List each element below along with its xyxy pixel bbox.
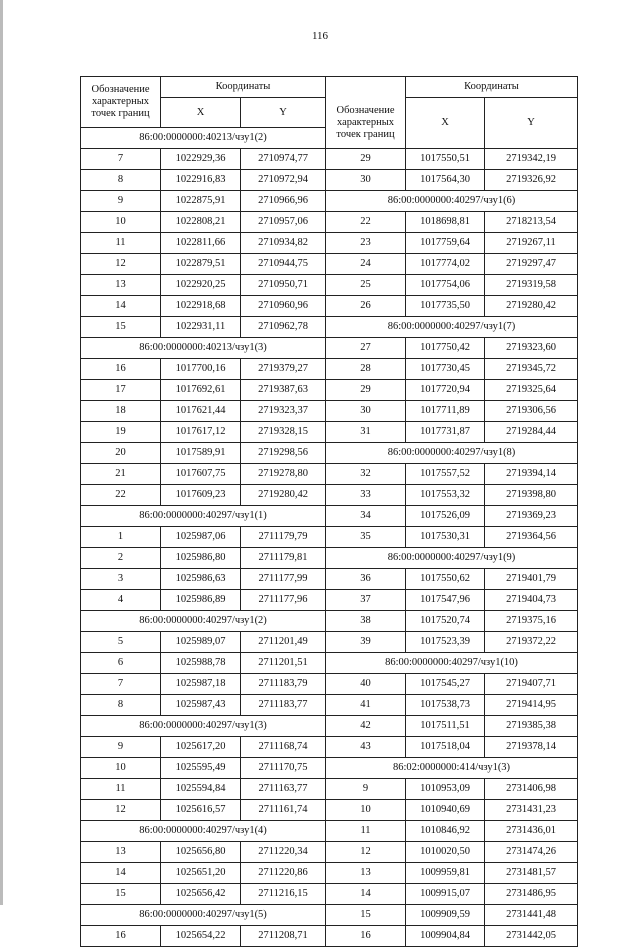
table-row	[81, 569, 578, 590]
left-section-title: 86:00:0000000:40297/чзу1(2)	[81, 611, 326, 632]
left-x-value: 1025651,20	[161, 863, 241, 884]
right-y-value: 2731441,48	[485, 905, 578, 926]
table-row	[81, 737, 578, 758]
left-x-value: 1017609,23	[161, 485, 241, 506]
right-point-number: 35	[326, 527, 406, 548]
left-point-number: 17	[81, 380, 161, 401]
left-point-number: 21	[81, 464, 161, 485]
left-point-number: 11	[81, 233, 161, 254]
left-y-value: 2711177,96	[241, 590, 326, 611]
left-point-number: 7	[81, 149, 161, 170]
right-point-number: 30	[326, 401, 406, 422]
right-y-value: 2719342,19	[485, 149, 578, 170]
right-point-number: 30	[326, 170, 406, 191]
right-x-value: 1010020,50	[406, 842, 485, 863]
right-y-value: 2719401,79	[485, 569, 578, 590]
right-point-number: 13	[326, 863, 406, 884]
table-row	[81, 527, 578, 548]
left-x-value: 1025988,78	[161, 653, 241, 674]
left-point-number: 16	[81, 926, 161, 947]
page-number: 116	[311, 30, 329, 42]
left-x-value: 1025989,07	[161, 632, 241, 653]
left-y-value: 2711170,75	[241, 758, 326, 779]
left-point-number: 10	[81, 758, 161, 779]
right-section-title: 86:00:0000000:40297/чзу1(6)	[326, 191, 578, 212]
table-row	[81, 842, 578, 863]
right-x-value: 1009915,07	[406, 884, 485, 905]
right-y-value: 2731406,98	[485, 779, 578, 800]
left-y-value: 2710944,75	[241, 254, 326, 275]
right-y-value: 2731481,57	[485, 863, 578, 884]
header-row-1	[81, 77, 578, 98]
left-x-value: 1022879,51	[161, 254, 241, 275]
left-section-title: 86:00:0000000:40297/чзу1(3)	[81, 716, 326, 737]
left-point-number: 4	[81, 590, 161, 611]
left-point-number: 2	[81, 548, 161, 569]
left-x-value: 1017700,16	[161, 359, 241, 380]
left-x-value: 1022929,36	[161, 149, 241, 170]
table-row	[81, 443, 578, 464]
table-row	[81, 338, 578, 359]
right-header-blank	[326, 77, 406, 98]
table-row	[81, 695, 578, 716]
right-point-number: 12	[326, 842, 406, 863]
left-y-value: 2719323,37	[241, 401, 326, 422]
left-x-header: X	[161, 98, 241, 128]
right-y-value: 2719323,60	[485, 338, 578, 359]
right-y-value: 2731486,95	[485, 884, 578, 905]
left-y-header: Y	[241, 98, 326, 128]
left-x-value: 1022916,83	[161, 170, 241, 191]
right-section-title: 86:00:0000000:40297/чзу1(7)	[326, 317, 578, 338]
left-y-value: 2711163,77	[241, 779, 326, 800]
table-row	[81, 170, 578, 191]
right-x-value: 1017520,74	[406, 611, 485, 632]
table-row	[81, 821, 578, 842]
table-row	[81, 275, 578, 296]
table-row	[81, 359, 578, 380]
left-y-value: 2711183,79	[241, 674, 326, 695]
left-point-number: 18	[81, 401, 161, 422]
right-x-value: 1017759,64	[406, 233, 485, 254]
left-y-value: 2711168,74	[241, 737, 326, 758]
right-y-value: 2719297,47	[485, 254, 578, 275]
right-x-value: 1017730,45	[406, 359, 485, 380]
left-point-number: 19	[81, 422, 161, 443]
table-row	[81, 884, 578, 905]
table-row	[81, 779, 578, 800]
left-x-value: 1022811,66	[161, 233, 241, 254]
right-y-value: 2718213,54	[485, 212, 578, 233]
table-row	[81, 149, 578, 170]
left-section-title: 86:00:0000000:40213/чзу1(2)	[81, 128, 326, 149]
right-point-number: 37	[326, 590, 406, 611]
right-point-number: 39	[326, 632, 406, 653]
right-x-value: 1010940,69	[406, 800, 485, 821]
right-point-number: 41	[326, 695, 406, 716]
left-point-number: 20	[81, 443, 161, 464]
right-y-value: 2719325,64	[485, 380, 578, 401]
left-x-value: 1017692,61	[161, 380, 241, 401]
right-point-number: 32	[326, 464, 406, 485]
left-section-title: 86:00:0000000:40297/чзу1(4)	[81, 821, 326, 842]
right-point-number: 29	[326, 149, 406, 170]
right-y-value: 2719267,11	[485, 233, 578, 254]
left-point-number: 6	[81, 653, 161, 674]
table-row	[81, 233, 578, 254]
table-row	[81, 611, 578, 632]
left-point-number: 13	[81, 842, 161, 863]
left-x-value: 1025616,57	[161, 800, 241, 821]
table-row	[81, 926, 578, 947]
right-section-title: 86:00:0000000:40297/чзу1(8)	[326, 443, 578, 464]
left-y-value: 2711201,49	[241, 632, 326, 653]
left-x-value: 1025987,18	[161, 674, 241, 695]
left-y-value: 2710966,96	[241, 191, 326, 212]
right-section-title: 86:02:0000000:414/чзу1(3)	[326, 758, 578, 779]
right-x-value: 1018698,81	[406, 212, 485, 233]
left-y-value: 2719387,63	[241, 380, 326, 401]
left-point-header: Обозначение характерных точек границ	[81, 77, 161, 128]
table-row	[81, 674, 578, 695]
right-x-value: 1017518,04	[406, 737, 485, 758]
left-point-number: 15	[81, 884, 161, 905]
left-point-number: 10	[81, 212, 161, 233]
left-coords-header: Координаты	[161, 77, 326, 98]
left-point-number: 16	[81, 359, 161, 380]
left-point-number: 12	[81, 254, 161, 275]
right-x-value: 1017750,42	[406, 338, 485, 359]
left-y-value: 2711216,15	[241, 884, 326, 905]
right-x-header: X	[406, 98, 485, 149]
left-point-number: 15	[81, 317, 161, 338]
right-x-value: 1017754,06	[406, 275, 485, 296]
left-x-value: 1025656,42	[161, 884, 241, 905]
left-y-value: 2719328,15	[241, 422, 326, 443]
table-row	[81, 758, 578, 779]
right-point-number: 14	[326, 884, 406, 905]
left-point-number: 9	[81, 191, 161, 212]
right-y-value: 2719326,92	[485, 170, 578, 191]
right-x-value: 1017547,96	[406, 590, 485, 611]
table-row	[81, 296, 578, 317]
right-point-number: 23	[326, 233, 406, 254]
right-x-value: 1017523,39	[406, 632, 485, 653]
left-y-value: 2710974,77	[241, 149, 326, 170]
right-x-value: 1017774,02	[406, 254, 485, 275]
left-y-value: 2711208,71	[241, 926, 326, 947]
right-point-number: 27	[326, 338, 406, 359]
right-x-value: 1010846,92	[406, 821, 485, 842]
left-x-value: 1017617,12	[161, 422, 241, 443]
left-y-value: 2711177,99	[241, 569, 326, 590]
right-point-number: 10	[326, 800, 406, 821]
table-row	[81, 590, 578, 611]
left-y-value: 2711220,86	[241, 863, 326, 884]
left-x-value: 1017589,91	[161, 443, 241, 464]
left-point-number: 11	[81, 779, 161, 800]
table-row	[81, 905, 578, 926]
left-x-value: 1022918,68	[161, 296, 241, 317]
right-x-value: 1017564,30	[406, 170, 485, 191]
left-section-title: 86:00:0000000:40213/чзу1(3)	[81, 338, 326, 359]
left-point-number: 22	[81, 485, 161, 506]
left-x-value: 1025986,63	[161, 569, 241, 590]
right-point-number: 31	[326, 422, 406, 443]
table-row	[81, 401, 578, 422]
left-section-title: 86:00:0000000:40297/чзу1(5)	[81, 905, 326, 926]
right-point-number: 28	[326, 359, 406, 380]
left-x-value: 1017621,44	[161, 401, 241, 422]
left-y-value: 2710950,71	[241, 275, 326, 296]
right-point-number: 9	[326, 779, 406, 800]
right-x-value: 1017545,27	[406, 674, 485, 695]
table-row	[81, 863, 578, 884]
left-y-value: 2711220,34	[241, 842, 326, 863]
right-x-value: 1017557,52	[406, 464, 485, 485]
left-x-value: 1022808,21	[161, 212, 241, 233]
left-point-number: 5	[81, 632, 161, 653]
right-point-number: 38	[326, 611, 406, 632]
right-x-value: 1009904,84	[406, 926, 485, 947]
right-y-value: 2719280,42	[485, 296, 578, 317]
right-y-value: 2719404,73	[485, 590, 578, 611]
left-x-value: 1025656,80	[161, 842, 241, 863]
left-point-number: 9	[81, 737, 161, 758]
right-x-value: 1017711,89	[406, 401, 485, 422]
right-y-value: 2731442,05	[485, 926, 578, 947]
right-x-value: 1017526,09	[406, 506, 485, 527]
left-x-value: 1025594,84	[161, 779, 241, 800]
left-point-number: 13	[81, 275, 161, 296]
table-row	[81, 653, 578, 674]
left-y-value: 2711201,51	[241, 653, 326, 674]
left-y-value: 2710972,94	[241, 170, 326, 191]
left-y-value: 2719298,56	[241, 443, 326, 464]
left-x-value: 1025595,49	[161, 758, 241, 779]
right-y-value: 2719319,58	[485, 275, 578, 296]
left-y-value: 2711179,79	[241, 527, 326, 548]
right-y-value: 2719306,56	[485, 401, 578, 422]
table-row	[81, 464, 578, 485]
left-point-number: 14	[81, 296, 161, 317]
right-x-value: 1017550,51	[406, 149, 485, 170]
left-point-number: 1	[81, 527, 161, 548]
right-point-number: 33	[326, 485, 406, 506]
left-y-value: 2711161,74	[241, 800, 326, 821]
right-y-value: 2731431,23	[485, 800, 578, 821]
right-y-value: 2719372,22	[485, 632, 578, 653]
right-section-title: 86:00:0000000:40297/чзу1(9)	[326, 548, 578, 569]
left-y-value: 2711183,77	[241, 695, 326, 716]
table-row	[81, 800, 578, 821]
right-coords-header: Координаты	[406, 77, 578, 98]
coordinates-table	[80, 76, 578, 947]
left-x-value: 1017607,75	[161, 464, 241, 485]
right-point-number: 40	[326, 674, 406, 695]
right-point-number: 43	[326, 737, 406, 758]
right-point-number: 42	[326, 716, 406, 737]
table-row	[81, 254, 578, 275]
left-x-value: 1022931,11	[161, 317, 241, 338]
right-x-value: 1017511,51	[406, 716, 485, 737]
right-point-header: Обозначение характерных точек границ	[326, 98, 406, 149]
left-point-number: 12	[81, 800, 161, 821]
right-point-number: 24	[326, 254, 406, 275]
right-y-value: 2731436,01	[485, 821, 578, 842]
right-point-number: 11	[326, 821, 406, 842]
right-point-number: 15	[326, 905, 406, 926]
left-x-value: 1025986,89	[161, 590, 241, 611]
right-y-value: 2719364,56	[485, 527, 578, 548]
table-row	[81, 380, 578, 401]
left-x-value: 1025987,43	[161, 695, 241, 716]
right-point-number: 34	[326, 506, 406, 527]
table-row	[81, 485, 578, 506]
table-row	[81, 548, 578, 569]
left-x-value: 1025617,20	[161, 737, 241, 758]
right-point-number: 16	[326, 926, 406, 947]
right-y-value: 2719414,95	[485, 695, 578, 716]
right-point-number: 26	[326, 296, 406, 317]
left-x-value: 1022920,25	[161, 275, 241, 296]
right-x-value: 1017553,32	[406, 485, 485, 506]
left-x-value: 1025987,06	[161, 527, 241, 548]
right-x-value: 1017731,87	[406, 422, 485, 443]
right-y-value: 2719375,16	[485, 611, 578, 632]
left-x-value: 1022875,91	[161, 191, 241, 212]
left-x-value: 1025654,22	[161, 926, 241, 947]
left-y-value: 2710960,96	[241, 296, 326, 317]
right-y-value: 2731474,26	[485, 842, 578, 863]
left-y-value: 2710934,82	[241, 233, 326, 254]
right-point-number: 29	[326, 380, 406, 401]
right-x-value: 1017550,62	[406, 569, 485, 590]
right-section-title: 86:00:0000000:40297/чзу1(10)	[326, 653, 578, 674]
table-row	[81, 506, 578, 527]
table-row	[81, 716, 578, 737]
left-point-number: 14	[81, 863, 161, 884]
left-section-title: 86:00:0000000:40297/чзу1(1)	[81, 506, 326, 527]
left-x-value: 1025986,80	[161, 548, 241, 569]
right-y-value: 2719394,14	[485, 464, 578, 485]
left-point-number: 8	[81, 170, 161, 191]
right-x-value: 1017530,31	[406, 527, 485, 548]
right-y-value: 2719369,23	[485, 506, 578, 527]
table-row	[81, 212, 578, 233]
table-row	[81, 317, 578, 338]
right-point-number: 36	[326, 569, 406, 590]
right-x-value: 1009959,81	[406, 863, 485, 884]
right-point-number: 22	[326, 212, 406, 233]
right-y-value: 2719385,38	[485, 716, 578, 737]
left-y-value: 2711179,81	[241, 548, 326, 569]
left-y-value: 2719280,42	[241, 485, 326, 506]
right-y-value: 2719345,72	[485, 359, 578, 380]
scan-edge	[0, 0, 3, 905]
left-y-value: 2719278,80	[241, 464, 326, 485]
right-x-value: 1009909,59	[406, 905, 485, 926]
left-y-value: 2710962,78	[241, 317, 326, 338]
right-x-value: 1017538,73	[406, 695, 485, 716]
table-row	[81, 422, 578, 443]
right-x-value: 1017720,94	[406, 380, 485, 401]
left-y-value: 2710957,06	[241, 212, 326, 233]
right-y-value: 2719407,71	[485, 674, 578, 695]
right-y-value: 2719398,80	[485, 485, 578, 506]
left-point-number: 7	[81, 674, 161, 695]
right-y-value: 2719378,14	[485, 737, 578, 758]
left-point-number: 3	[81, 569, 161, 590]
left-point-number: 8	[81, 695, 161, 716]
right-point-number: 25	[326, 275, 406, 296]
right-y-header: Y	[485, 98, 578, 149]
table-row	[81, 191, 578, 212]
table-row	[81, 632, 578, 653]
right-y-value: 2719284,44	[485, 422, 578, 443]
right-x-value: 1017735,50	[406, 296, 485, 317]
right-x-value: 1010953,09	[406, 779, 485, 800]
left-y-value: 2719379,27	[241, 359, 326, 380]
